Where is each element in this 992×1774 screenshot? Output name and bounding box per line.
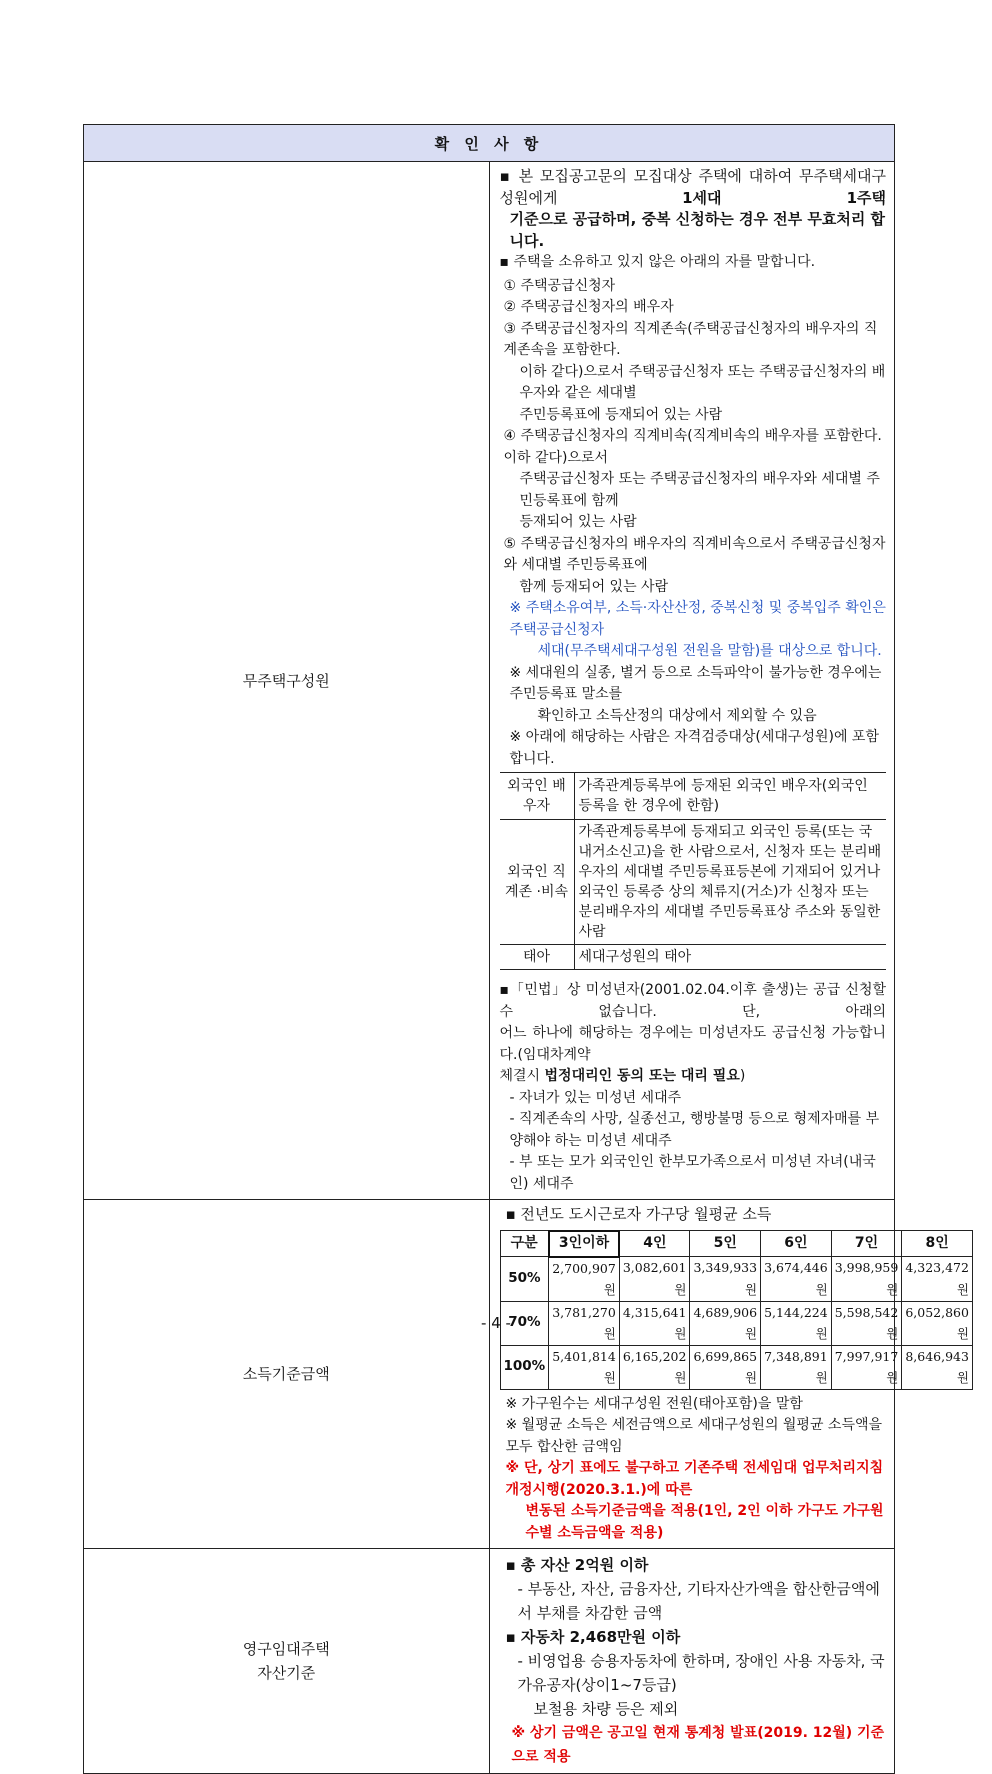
income-note-red: ※ 단, 상기 표에도 불구하고 기존주택 전세임대 업무처리지침 개정시행(2020.3.1.)에 따른 bbox=[505, 1460, 884, 1498]
column-header: 구분 bbox=[500, 1231, 549, 1257]
table-title: 확 인 사 항 bbox=[84, 125, 895, 162]
table-cell: 7,348,891원 bbox=[761, 1345, 832, 1389]
note-blue-line-1: ※ 주택소유여부, 소득·자산산정, 중복신청 및 중복입주 확인은 주택공급신청자 bbox=[509, 600, 886, 638]
table-row bbox=[500, 1257, 972, 1302]
table-cell: 6,052,860원 bbox=[902, 1301, 973, 1345]
list-item: - 자녀가 있는 미성년 세대주 bbox=[509, 1089, 682, 1106]
table-cell: 5,401,814원 bbox=[549, 1345, 620, 1389]
note-line: 확인하고 소득산정의 대상에서 제외할 수 있음 bbox=[537, 707, 817, 724]
asset-note-red: ※ 상기 금액은 공고일 현재 통계청 발표(2019. 12월) 기준으로 적용 bbox=[511, 1725, 885, 1765]
definition-line: ▪ 주택을 소유하고 있지 않은 아래의 자를 말합니다. bbox=[499, 254, 816, 270]
section-asset-standard bbox=[84, 1549, 895, 1774]
section-content-asset bbox=[489, 1549, 895, 1774]
note-blue-line-2: 세대(무주택세대구성원 전원을 말함)를 대상으로 합니다. bbox=[537, 643, 882, 659]
table-row bbox=[500, 1345, 972, 1389]
list-item: ② 주택공급신청자의 배우자 bbox=[503, 299, 674, 315]
table-row bbox=[500, 945, 887, 970]
section-label-income: 소득기준금액 bbox=[84, 1200, 490, 1549]
row-header: 50% bbox=[500, 1257, 549, 1302]
list-item: 주민등록표에 등재되어 있는 사람 bbox=[519, 406, 723, 423]
subtable-key: 외국인 직계존 ·비속 bbox=[500, 820, 575, 945]
subtable-value: 세대구성원의 태아 bbox=[574, 945, 886, 970]
column-header: 6인 bbox=[761, 1231, 832, 1257]
table-cell: 5,598,542원 bbox=[831, 1301, 902, 1345]
column-header: 7인 bbox=[831, 1231, 902, 1257]
table-cell: 5,144,224원 bbox=[761, 1301, 832, 1345]
table-cell: 3,674,446원 bbox=[761, 1257, 832, 1302]
car-desc: 보철용 차량 등은 제외 bbox=[533, 1700, 679, 1718]
list-item: ① 주택공급신청자 bbox=[503, 277, 616, 294]
subtable-value: 가족관계등록부에 등재된 외국인 배우자(외국인 등록을 한 경우에 한함) bbox=[574, 773, 886, 820]
table-row bbox=[500, 820, 887, 945]
column-header: 8인 bbox=[902, 1231, 973, 1257]
label-line: 영구임대주택 bbox=[242, 1640, 330, 1658]
page-number: - 4 - bbox=[481, 1314, 511, 1332]
subtable-key: 외국인 배우자 bbox=[500, 773, 575, 820]
note-line: ※ 세대원의 실종, 별거 등으로 소득파악이 불가능한 경우에는 주민등록표 말소를 bbox=[509, 664, 882, 702]
income-heading: ▪ 전년도 도시근로자 가구당 월평균 소득 bbox=[505, 1205, 772, 1223]
minor-line-2: 어느 하나에 해당하는 경우에는 미성년자도 공급신청 가능합니다.(임대차계약 bbox=[499, 1025, 886, 1063]
table-cell: 6,165,202원 bbox=[619, 1345, 690, 1389]
table-cell: 3,998,959원 bbox=[831, 1257, 902, 1302]
list-item: 등재되어 있는 사람 bbox=[519, 514, 637, 530]
table-cell: 7,997,917원 bbox=[831, 1345, 902, 1389]
note-line: ※ 아래에 해당하는 사람은 자격검증대상(세대구성원)에 포함합니다. bbox=[509, 729, 879, 767]
section-homeless-members bbox=[84, 162, 895, 1200]
list-item: - 부 또는 모가 외국인인 한부모가족으로서 미성년 자녀(내국인) 세대주 bbox=[509, 1154, 876, 1192]
list-item: ⑤ 주택공급신청자의 배우자의 직계비속으로서 주택공급신청자와 세대별 주민등록표에 bbox=[503, 535, 886, 573]
subtable-key: 태아 bbox=[500, 945, 575, 970]
household-member-subtable bbox=[500, 772, 887, 970]
section-content-income bbox=[489, 1200, 969, 1549]
minor-line-1: ▪「민법」상 미성년자(2001.02.04.이후 출생)는 공급 신청할 수 없습니다. 단, 아래의 bbox=[499, 982, 886, 1020]
section-income-standard bbox=[84, 1200, 895, 1549]
car-desc: - 비영업용 승용자동차에 한하며, 장애인 사용 자동차, 국가유공자(상이1~7등급) bbox=[517, 1652, 885, 1694]
income-note-red: 변동된 소득기준금액을 적용(1인, 2인 이하 가구도 가구원수별 소득금액을 적용) bbox=[525, 1503, 884, 1541]
column-header: 4인 bbox=[619, 1231, 690, 1257]
column-header: 3인이하 bbox=[549, 1231, 620, 1257]
row-header: 100% bbox=[500, 1345, 549, 1389]
income-note: ※ 가구원수는 세대구성원 전원(태아포함)을 말함 bbox=[505, 1395, 803, 1412]
table-cell: 2,700,907원 bbox=[549, 1257, 620, 1302]
income-table bbox=[500, 1230, 973, 1390]
income-note: ※ 월평균 소득은 세전금액으로 세대구성원의 월평균 소득액을 모두 합산한 금액임 bbox=[505, 1417, 883, 1455]
table-cell: 3,349,933원 bbox=[690, 1257, 761, 1302]
table-cell: 3,082,601원 bbox=[619, 1257, 690, 1302]
list-item: ④ 주택공급신청자의 직계비속(직계비속의 배우자를 포함한다. 이하 같다)으로서 bbox=[503, 428, 882, 466]
list-item: ③ 주택공급신청자의 직계존속(주택공급신청자의 배우자의 직계존속을 포함한다. bbox=[503, 320, 878, 358]
table-row bbox=[500, 773, 887, 820]
table-cell: 8,646,943원 bbox=[902, 1345, 973, 1389]
intro-line-1: ▪ 본 모집공고문의 모집대상 주택에 대하여 무주택세대구성원에게 1세대 1주택 bbox=[499, 167, 887, 207]
list-item: 주택공급신청자 또는 주택공급신청자의 배우자와 세대별 주민등록표에 함께 bbox=[519, 471, 880, 509]
asset-desc: - 부동산, 자산, 금융자산, 기타자산가액을 합산한금액에서 부채를 차감한 금액 bbox=[517, 1580, 880, 1622]
intro-line-2: 기준으로 공급하며, 중복 신청하는 경우 전부 무효처리 합니다. bbox=[509, 210, 886, 250]
minor-line-3: 체결시 법정대리인 동의 또는 대리 필요) bbox=[499, 1068, 746, 1084]
subtable-value: 가족관계등록부에 등재되고 외국인 등록(또는 국내거소신고)을 한 사람으로서, 신청자 또는 분리배우자의 세대별 주민등록표등본에 기재되어 있거나 외국인 등록증 상의 체류지(거소)가 신청자 또는 분리배우자의 세대별 주민등록표상 주소와 동일한 사람 bbox=[574, 820, 886, 945]
list-item: - 직계존속의 사망, 실종선고, 행방불명 등으로 형제자매를 부양해야 하는 미성년 세대주 bbox=[509, 1111, 880, 1149]
section-label-homeless: 무주택구성원 bbox=[84, 162, 490, 1200]
table-cell: 4,689,906원 bbox=[690, 1301, 761, 1345]
table-cell: 4,315,641원 bbox=[619, 1301, 690, 1345]
asset-heading: ▪ 총 자산 2억원 이하 bbox=[505, 1556, 649, 1574]
section-label-asset bbox=[84, 1549, 490, 1774]
list-item: 함께 등재되어 있는 사람 bbox=[519, 578, 669, 595]
table-header-row bbox=[500, 1231, 972, 1257]
list-item: 이하 같다)으로서 주택공급신청자 또는 주택공급신청자의 배우자와 같은 세대별 bbox=[519, 363, 886, 401]
label-line: 자산기준 bbox=[257, 1664, 316, 1682]
table-cell: 4,323,472원 bbox=[902, 1257, 973, 1302]
table-cell: 3,781,270원 bbox=[549, 1301, 620, 1345]
car-heading: ▪ 자동차 2,468만원 이하 bbox=[505, 1628, 681, 1646]
table-cell: 6,699,865원 bbox=[690, 1345, 761, 1389]
column-header: 5인 bbox=[690, 1231, 761, 1257]
confirmation-table bbox=[83, 124, 969, 1774]
row-header: 70% bbox=[500, 1301, 549, 1345]
section-content-homeless bbox=[489, 162, 895, 1200]
